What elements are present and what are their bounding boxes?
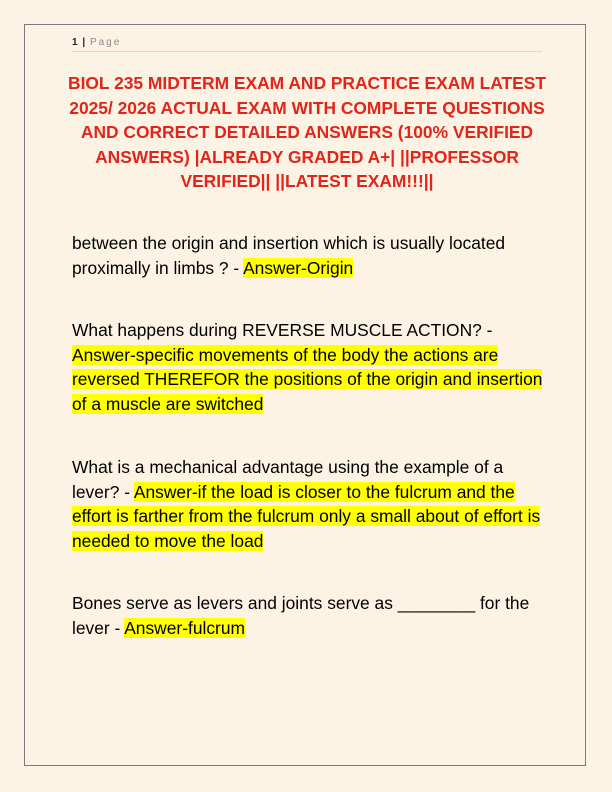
qa-item: [72, 318, 552, 416]
question-text: between the origin and insertion which is usually located proximally in limbs ? -: [72, 233, 506, 278]
qa-item: [72, 231, 552, 280]
page-number: 1: [72, 37, 78, 48]
page-number-separator: |: [82, 37, 86, 48]
question-text: What is a mechanical advantage using the example of a lever? -: [72, 457, 504, 502]
document-title: BIOL 235 MIDTERM EXAM AND PRACTICE EXAM LATEST 2025/ 2026 ACTUAL EXAM WITH COMPLETE QUESTIONS AND CORRECT DETAILED ANSWERS (100% VERIFIED ANSWERS) |ALREADY GRADED A+| ||PROFESSOR VERIFIED|| ||LATEST EXAM!!!||: [68, 73, 546, 191]
answer-text: Answer-if the load is closer to the fulcrum and the effort is farther from the fulcrum only a small about of effort is needed to move the load: [72, 481, 541, 551]
page-label: Page: [89, 37, 122, 48]
question-text: Bones serve as levers and joints serve as ________ for the lever -: [72, 593, 530, 638]
page-header: [72, 36, 542, 52]
qa-item: [72, 591, 552, 640]
answer-text: Answer-fulcrum: [124, 617, 245, 638]
qa-item: [72, 455, 552, 553]
answer-text: Answer-Origin: [243, 257, 354, 278]
answer-text: Answer-specific movements of the body the actions are reversed THEREFOR the positions of the origin and insertion of a muscle are switched: [72, 344, 543, 414]
question-text: What happens during REVERSE MUSCLE ACTION? -: [72, 320, 493, 340]
